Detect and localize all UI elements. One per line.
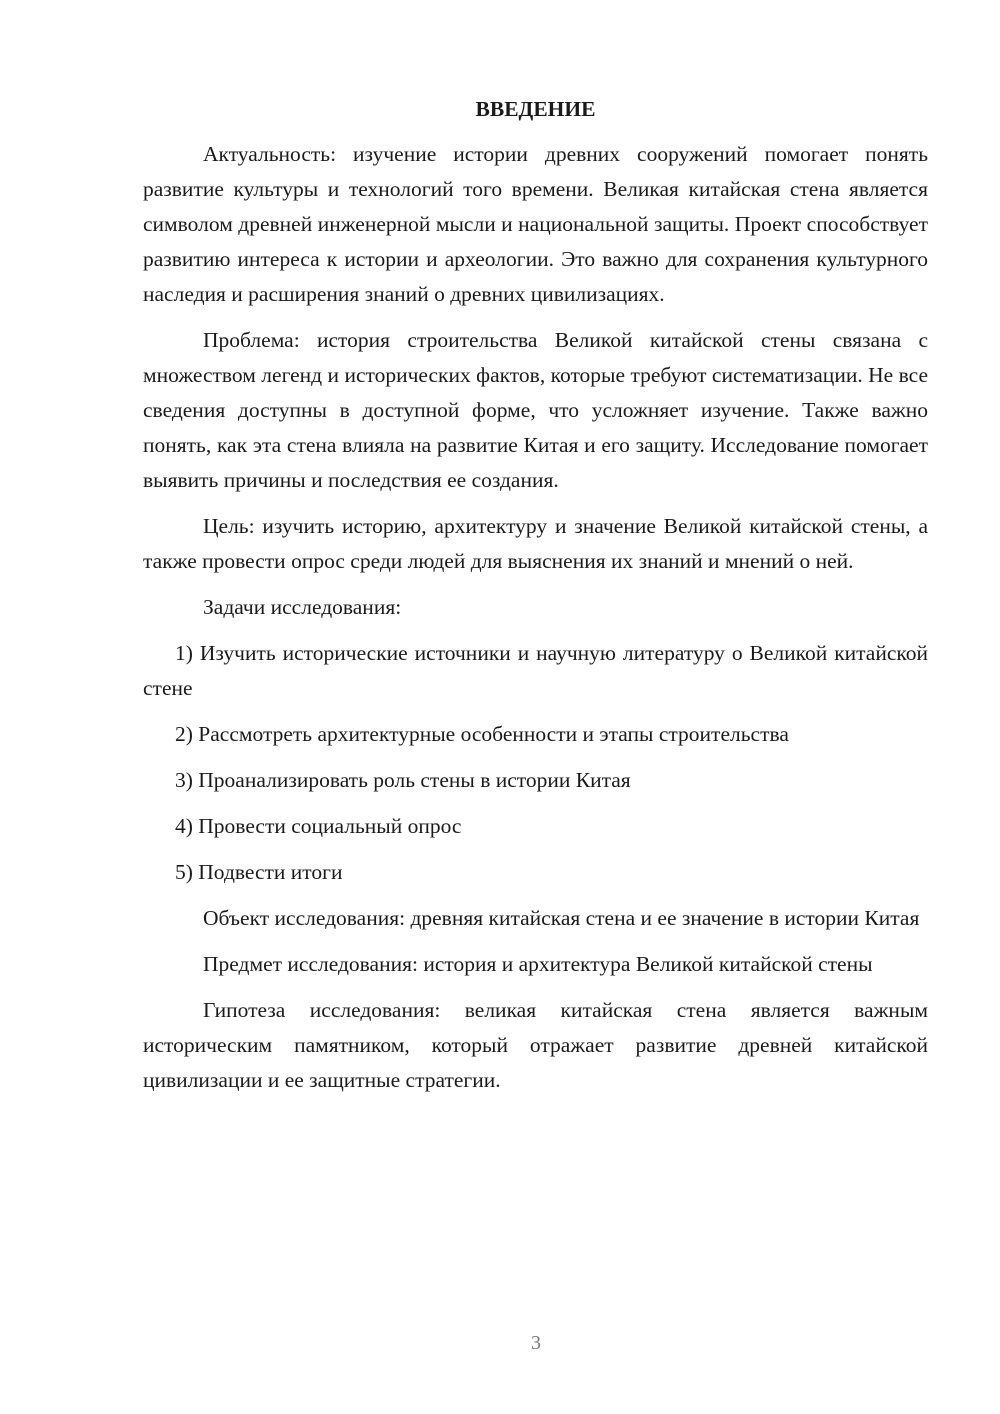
tasks-heading: Задачи исследования: [203, 595, 402, 619]
list-item: 5) Подвести итоги [175, 860, 343, 884]
list-item: 1) Изучить исторические источники и научную литературу о Великой китайской стене [143, 641, 928, 700]
list-item: 3) Проанализировать роль стены в истории Китая [175, 768, 631, 792]
paragraph-object: Объект исследования: древняя китайская стена и ее значение в истории Китая [203, 906, 920, 930]
document-page [143, 92, 928, 1109]
page-number: 3 [531, 1332, 541, 1354]
paragraph-subject: Предмет исследования: история и архитектура Великой китайской стены [203, 952, 873, 976]
paragraph-relevance: Актуальность: изучение истории древних сооружений помогает понять развитие культуры и технологий того времени. Великая китайская стена является символом древней инженерной мысли и национальной защиты. Проект способствует развитию интереса к истории и археологии. Это важно для сохранения культурного наследия и расширения знаний о древних цивилизациях. [143, 142, 928, 306]
paragraph-goal: Цель: изучить историю, архитектуру и значение Великой китайской стены, а также провести опрос среди людей для выяснения их знаний и мнений о ней. [143, 514, 928, 573]
section-title: ВВЕДЕНИЕ [475, 97, 596, 121]
paragraph-problem: Проблема: история строительства Великой китайской стены связана с множеством легенд и исторических фактов, которые требуют систематизации. Не все сведения доступны в доступной форме, что усложняет изучение. Также важно понять, как эта стена влияла на развитие Китая и его защиту. Исследование помогает выявить причины и последствия ее создания. [143, 328, 928, 492]
paragraph-hypothesis: Гипотеза исследования: великая китайская стена является важным историческим памятником, который отражает развитие древней китайской цивилизации и ее защитные стратегии. [143, 998, 928, 1092]
list-item: 4) Провести социальный опрос [175, 814, 462, 838]
tasks-list [143, 636, 928, 890]
list-item: 2) Рассмотреть архитектурные особенности и этапы строительства [175, 722, 789, 746]
